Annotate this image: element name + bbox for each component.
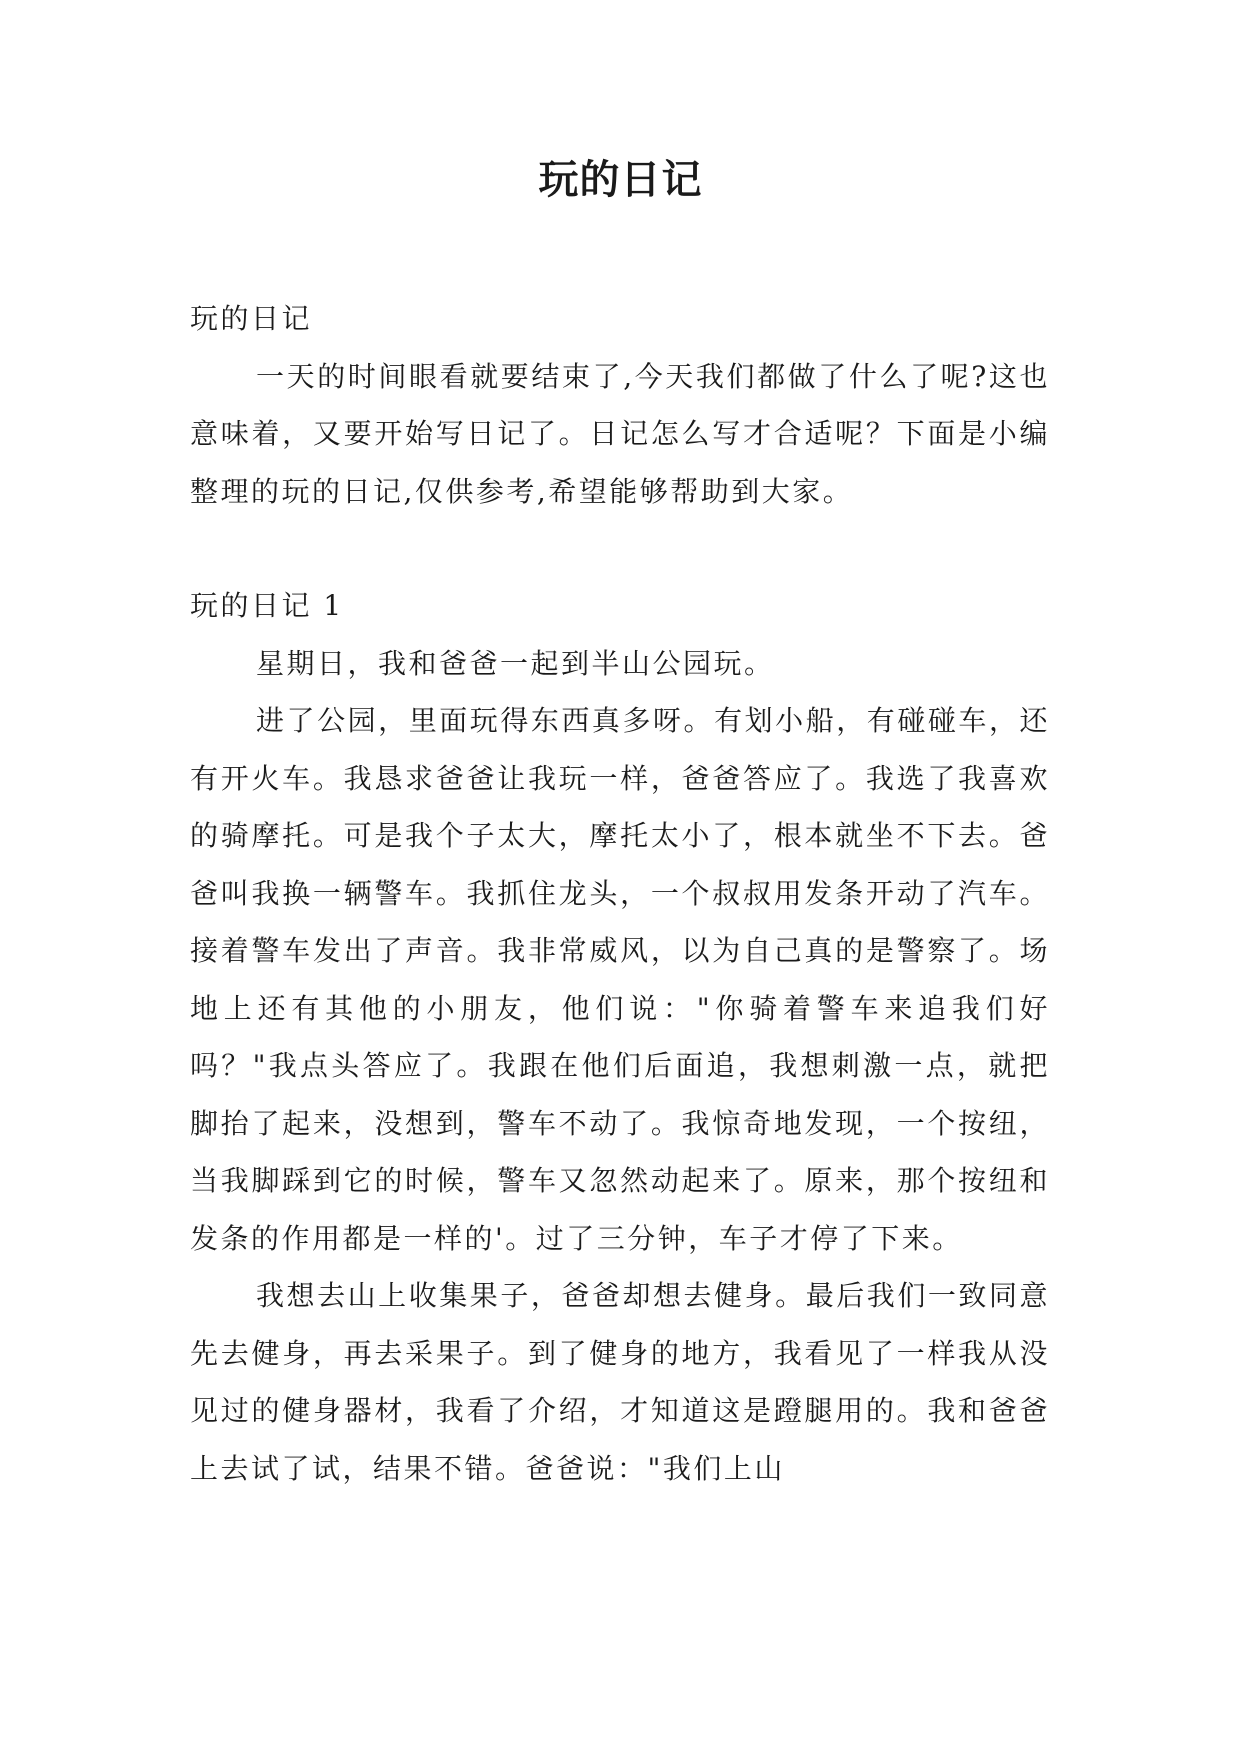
section1-paragraph-1: 星期日，我和爸爸一起到半山公园玩。 — [256, 646, 775, 680]
document-title: 玩的日记 — [538, 157, 703, 203]
document-body — [190, 290, 1050, 1497]
intro-heading: 玩的日记 — [190, 302, 313, 335]
section1-paragraph-2: 进了公园，里面玩得东西真多呀。有划小船，有碰碰车，还有开火车。我恳求爸爸让我玩一样，爸爸答应了。我选了我喜欢的骑摩托。可是我个子太大，摩托太小了，根本就坐不下去。爸爸叫我换一辆警车。我抓住龙头，一个叔叔用发条开动了汽车。接着警车发出了声音。我非常威风，以为自己真的是警察了。场地上还有其他的小朋友，他们说："你骑着警车来追我们好吗？"我点头答应了。我跟在他们后面追，我想刺激一点，就把脚抬了起来，没想到，警车不动了。我惊奇地发现，一个按纽，当我脚踩到它的时候，警车又忽然动起来了。原来，那个按纽和发条的作用都是一样的'。过了三分钟，车子才停了下来。 — [190, 704, 1050, 1255]
section-heading-1: 玩的日记 1 — [190, 589, 344, 622]
section-spacer — [190, 520, 1050, 577]
intro-paragraph: 一天的时间眼看就要结束了,今天我们都做了什么了呢?这也意味着，又要开始写日记了。日记怎么写才合适呢？下面是小编整理的玩的日记,仅供参考,希望能够帮助到大家。 — [190, 359, 1050, 508]
section1-paragraph-3: 我想去山上收集果子，爸爸却想去健身。最后我们一致同意先去健身，再去采果子。到了健身的地方，我看见了一样我从没见过的健身器材，我看了介绍，才知道这是蹬腿用的。我和爸爸上去试了试，结果不错。爸爸说："我们上山 — [190, 1279, 1050, 1485]
